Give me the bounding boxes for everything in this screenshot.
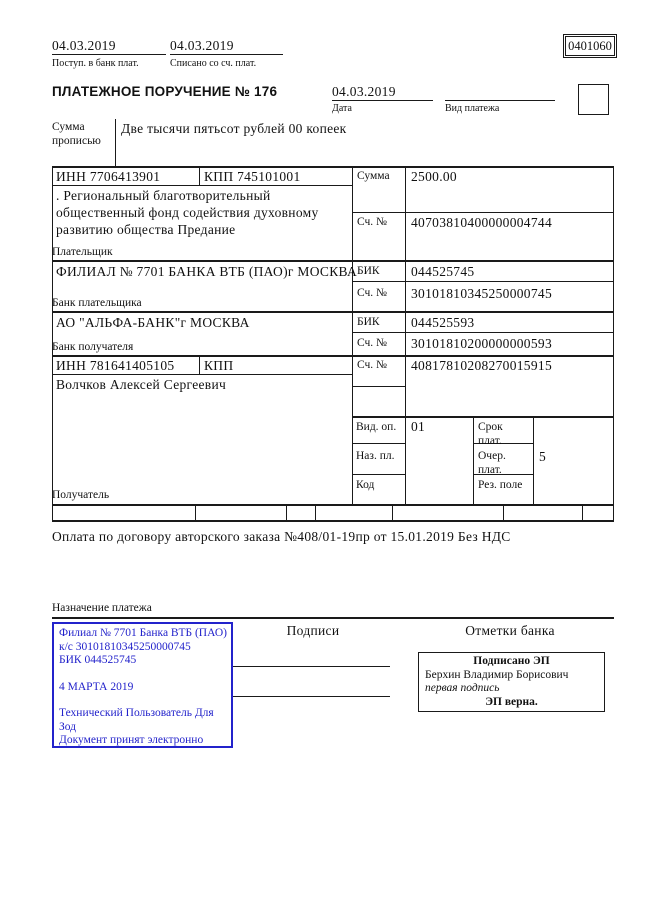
code-label: Код xyxy=(356,479,375,491)
order-label: Очер. плат. xyxy=(478,450,506,476)
divider xyxy=(170,54,283,55)
table-line xyxy=(352,166,353,504)
table-line xyxy=(392,504,393,520)
esign-signer-name: Берхин Владимир Борисович xyxy=(425,668,569,681)
esign-note: первая подпись xyxy=(425,682,500,694)
term-label: Срок плат. xyxy=(478,421,503,447)
divider xyxy=(115,119,116,167)
table-border xyxy=(52,166,614,168)
payment-kind-box xyxy=(578,84,609,115)
payer-account: 40703810400000004744 xyxy=(411,215,552,230)
table-line xyxy=(405,166,406,504)
stamp-date: 4 МАРТА 2019 xyxy=(59,680,134,693)
stamp-bank-name: Филиал № 7701 Банка ВТБ (ПАО) xyxy=(59,627,227,639)
bank-stamp xyxy=(52,622,233,748)
payee-account: 40817810208270015915 xyxy=(411,358,552,373)
esign-stamp xyxy=(418,652,605,712)
payment-purpose-label: Назначение платежа xyxy=(52,602,152,614)
divider xyxy=(52,617,614,619)
table-line xyxy=(52,374,352,375)
table-line xyxy=(52,355,614,357)
bank-marks-label: Отметки банка xyxy=(465,623,555,638)
signature-line xyxy=(233,696,390,697)
payee-bank-name: АО "АЛЬФА-БАНК"г МОСКВА xyxy=(56,315,250,330)
table-line xyxy=(352,332,614,333)
table-line xyxy=(52,260,614,262)
date-label: Дата xyxy=(332,103,352,114)
table-line xyxy=(315,504,316,520)
page-title: ПЛАТЕЖНОЕ ПОРУЧЕНИЕ № 176 xyxy=(52,84,278,99)
payee-bank-bik: 044525593 xyxy=(411,315,475,330)
debited-label: Списано со сч. плат. xyxy=(170,58,257,69)
payee-inn: ИНН 781641405105 xyxy=(56,358,175,373)
payee-bank-bik-label: БИК xyxy=(357,316,380,328)
esign-verdict: ЭП верна. xyxy=(485,695,538,708)
table-line xyxy=(199,355,200,374)
payer-name-line2: общественный фонд содействия духовному xyxy=(56,205,319,220)
amount-words-value: Две тысячи пятьсот рублей 00 копеек xyxy=(121,121,347,136)
order-value: 5 xyxy=(539,449,547,464)
table-line xyxy=(52,504,614,506)
signatures-label: Подписи xyxy=(286,623,340,638)
payee-account-label: Сч. № xyxy=(357,359,388,371)
payer-section-label: Плательщик xyxy=(52,246,113,258)
table-line xyxy=(352,212,614,213)
payee-bank-account: 30101810200000000593 xyxy=(411,336,552,351)
table-line xyxy=(473,416,474,504)
divider xyxy=(445,100,555,101)
payment-kind-label: Вид платежа xyxy=(445,103,500,114)
table-line xyxy=(352,416,614,418)
table-line xyxy=(352,386,405,387)
stamp-user-line1: Технический Пользователь Для xyxy=(59,707,214,719)
op-kind-value: 01 xyxy=(411,419,426,434)
table-line xyxy=(52,185,352,186)
table-line xyxy=(533,416,534,504)
sum-value: 2500.00 xyxy=(411,169,457,184)
table-line xyxy=(199,166,200,185)
stamp-bik: БИК 044525745 xyxy=(59,654,137,666)
payer-bank-bik: 044525745 xyxy=(411,264,475,279)
signature-line xyxy=(233,666,390,667)
stamp-spacer xyxy=(59,668,226,681)
payee-name: Волчков Алексей Сергеевич xyxy=(56,377,227,392)
sum-label: Сумма xyxy=(357,170,390,182)
table-line xyxy=(286,504,287,520)
received-in-bank-label: Поступ. в банк плат. xyxy=(52,58,139,69)
table-line xyxy=(352,281,614,282)
reserve-label: Рез. поле xyxy=(478,479,523,491)
payer-bank-account: 30101810345250000745 xyxy=(411,286,552,301)
table-line xyxy=(195,504,196,520)
table-line xyxy=(52,311,614,313)
payment-purpose-text: Оплата по договору авторского заказа №408/01-19пр от 15.01.2019 Без НДС xyxy=(52,529,511,544)
divider xyxy=(332,100,433,101)
payer-account-label: Сч. № xyxy=(357,216,388,228)
table-line xyxy=(503,504,504,520)
payer-bank-name: ФИЛИАЛ № 7701 БАНКА ВТБ (ПАО)г МОСКВА xyxy=(56,264,358,279)
form-code-box: 0401060 xyxy=(565,36,615,56)
payer-name-line1: . Региональный благотворительный xyxy=(56,188,271,203)
payer-bank-bik-label: БИК xyxy=(357,265,380,277)
stamp-spacer xyxy=(59,694,226,707)
table-border xyxy=(613,166,614,522)
payer-inn: ИНН 7706413901 xyxy=(56,169,161,184)
debited-date: 04.03.2019 xyxy=(170,38,234,53)
payee-bank-section-label: Банк получателя xyxy=(52,341,134,353)
stamp-accepted-note: Документ принят электронно xyxy=(59,734,204,746)
payee-section-label: Получатель xyxy=(52,489,110,501)
payer-bank-account-label: Сч. № xyxy=(357,287,388,299)
payee-bank-account-label: Сч. № xyxy=(357,337,388,349)
esign-title: Подписано ЭП xyxy=(473,655,550,667)
table-line xyxy=(352,443,405,444)
purpose-code-label: Наз. пл. xyxy=(356,450,395,462)
table-line xyxy=(352,474,405,475)
stamp-user-line2: Зод xyxy=(59,720,77,733)
op-kind-label: Вид. оп. xyxy=(356,421,397,433)
payer-kpp: КПП 745101001 xyxy=(204,169,301,184)
table-line xyxy=(582,504,583,520)
payer-bank-section-label: Банк плательщика xyxy=(52,297,142,309)
payer-name-line3: развитию общества Предание xyxy=(56,222,236,237)
document-date: 04.03.2019 xyxy=(332,84,396,99)
payee-kpp-label: КПП xyxy=(204,358,234,373)
amount-words-label: Сумма прописью xyxy=(52,121,101,147)
stamp-corr-account: к/с 30101810345250000745 xyxy=(59,640,191,653)
received-in-bank-date: 04.03.2019 xyxy=(52,38,116,53)
table-border xyxy=(52,520,614,522)
divider xyxy=(52,54,166,55)
